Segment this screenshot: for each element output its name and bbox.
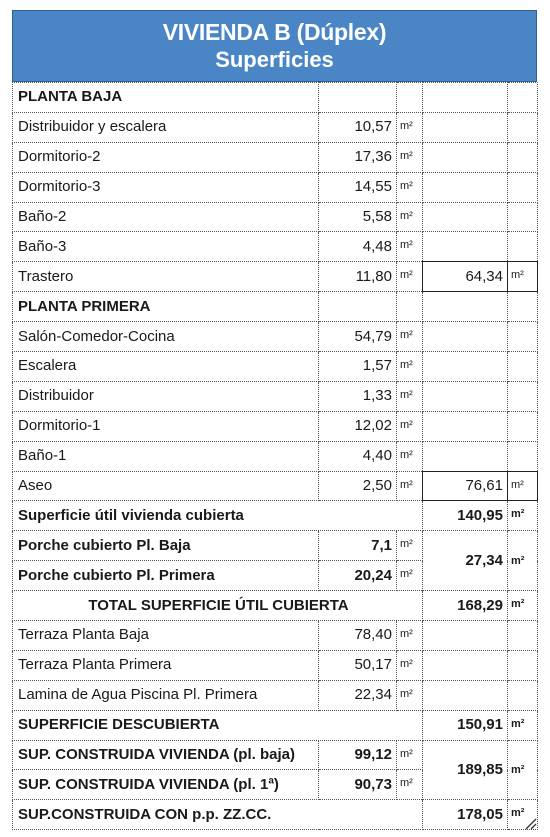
area-value[interactable]: 50,17 bbox=[319, 650, 397, 680]
table-row bbox=[13, 501, 538, 531]
room-label[interactable]: Dormitorio-3 bbox=[13, 172, 319, 202]
empty-cell[interactable] bbox=[423, 650, 508, 680]
empty-cell[interactable] bbox=[423, 172, 508, 202]
area-unit[interactable]: m² bbox=[397, 112, 423, 142]
empty-cell[interactable] bbox=[508, 680, 538, 710]
summary-unit[interactable]: m² bbox=[508, 501, 538, 531]
room-label[interactable]: Distribuidor y escalera bbox=[13, 112, 319, 142]
room-label[interactable]: Baño-3 bbox=[13, 232, 319, 262]
area-value[interactable]: 99,12 bbox=[319, 740, 397, 770]
table-row bbox=[13, 112, 538, 142]
area-value[interactable]: 1,33 bbox=[319, 381, 397, 411]
spreadsheet-sheet bbox=[12, 10, 537, 830]
summary-label[interactable]: SUP.CONSTRUIDA CON p.p. ZZ.CC. bbox=[13, 800, 423, 830]
subtotal-value[interactable]: 64,34 bbox=[423, 262, 508, 292]
table-row bbox=[13, 202, 538, 232]
table-row bbox=[13, 381, 538, 411]
empty-cell[interactable] bbox=[423, 83, 508, 113]
empty-cell[interactable] bbox=[508, 650, 538, 680]
empty-cell[interactable] bbox=[423, 322, 508, 352]
summary-total[interactable]: 150,91 bbox=[423, 710, 508, 740]
section-heading[interactable]: PLANTA BAJA bbox=[13, 83, 319, 113]
room-label[interactable]: Baño-2 bbox=[13, 202, 319, 232]
room-label[interactable]: Lamina de Agua Piscina Pl. Primera bbox=[13, 680, 319, 710]
section-heading[interactable]: PLANTA PRIMERA bbox=[13, 292, 319, 322]
table-row bbox=[13, 650, 538, 680]
table-row bbox=[13, 262, 538, 292]
pair-total-unit[interactable]: m² bbox=[508, 531, 538, 591]
area-unit[interactable]: m² bbox=[397, 352, 423, 382]
room-label[interactable]: Trastero bbox=[13, 262, 319, 292]
room-label[interactable]: Baño-1 bbox=[13, 441, 319, 471]
empty-cell[interactable] bbox=[508, 112, 538, 142]
area-unit[interactable]: m² bbox=[397, 172, 423, 202]
table-row bbox=[13, 800, 538, 830]
area-unit[interactable]: m² bbox=[397, 531, 423, 561]
table-row bbox=[13, 142, 538, 172]
room-label[interactable]: Salón-Comedor-Cocina bbox=[13, 322, 319, 352]
empty-cell[interactable] bbox=[319, 292, 397, 322]
empty-cell[interactable] bbox=[423, 680, 508, 710]
pair-total[interactable]: 189,85 bbox=[423, 740, 508, 800]
summary-total[interactable]: 168,29 bbox=[423, 591, 508, 621]
room-label[interactable]: Dormitorio-2 bbox=[13, 142, 319, 172]
empty-cell[interactable] bbox=[319, 83, 397, 113]
area-unit[interactable]: m² bbox=[397, 561, 423, 591]
resize-handle-icon[interactable] bbox=[523, 816, 537, 830]
table-row bbox=[13, 352, 538, 382]
area-value[interactable]: 17,36 bbox=[319, 142, 397, 172]
table-row bbox=[13, 710, 538, 740]
item-label[interactable]: SUP. CONSTRUIDA VIVIENDA (pl. 1ª) bbox=[13, 770, 319, 800]
area-unit[interactable]: m² bbox=[397, 680, 423, 710]
summary-total[interactable]: 140,95 bbox=[423, 501, 508, 531]
pair-total[interactable]: 27,34 bbox=[423, 531, 508, 591]
subtotal-unit[interactable]: m² bbox=[508, 471, 538, 501]
area-value[interactable]: 2,50 bbox=[319, 471, 397, 501]
summary-unit[interactable]: m² bbox=[508, 591, 538, 621]
subtotal-value[interactable]: 76,61 bbox=[423, 471, 508, 501]
sheet-title: VIVIENDA B (Dúplex) bbox=[162, 19, 387, 45]
empty-cell[interactable] bbox=[508, 381, 538, 411]
table-row bbox=[13, 411, 538, 441]
area-unit[interactable]: m² bbox=[397, 411, 423, 441]
area-value[interactable]: 5,58 bbox=[319, 202, 397, 232]
empty-cell[interactable] bbox=[508, 83, 538, 113]
empty-cell[interactable] bbox=[508, 322, 538, 352]
table-row bbox=[13, 531, 538, 561]
area-value[interactable]: 7,1 bbox=[319, 531, 397, 561]
summary-unit[interactable]: m² bbox=[508, 710, 538, 740]
empty-cell[interactable] bbox=[423, 441, 508, 471]
empty-cell[interactable] bbox=[508, 172, 538, 202]
empty-cell[interactable] bbox=[423, 381, 508, 411]
table-row bbox=[13, 621, 538, 651]
empty-cell[interactable] bbox=[508, 142, 538, 172]
empty-cell[interactable] bbox=[423, 411, 508, 441]
area-value[interactable]: 22,34 bbox=[319, 680, 397, 710]
area-unit[interactable]: m² bbox=[397, 650, 423, 680]
empty-cell[interactable] bbox=[423, 352, 508, 382]
empty-cell[interactable] bbox=[508, 352, 538, 382]
area-unit[interactable]: m² bbox=[397, 381, 423, 411]
area-value[interactable]: 4,48 bbox=[319, 232, 397, 262]
room-label[interactable]: Terraza Planta Primera bbox=[13, 650, 319, 680]
empty-cell[interactable] bbox=[423, 292, 508, 322]
area-unit[interactable]: m² bbox=[397, 441, 423, 471]
empty-cell[interactable] bbox=[508, 441, 538, 471]
area-value[interactable]: 12,02 bbox=[319, 411, 397, 441]
room-label[interactable]: Distribuidor bbox=[13, 381, 319, 411]
table-row bbox=[13, 680, 538, 710]
area-value[interactable]: 4,40 bbox=[319, 441, 397, 471]
table-row bbox=[13, 322, 538, 352]
table-row bbox=[13, 471, 538, 501]
room-label[interactable]: Aseo bbox=[13, 471, 319, 501]
empty-cell[interactable] bbox=[423, 142, 508, 172]
summary-label[interactable]: Superficie útil vivienda cubierta bbox=[13, 501, 423, 531]
area-value[interactable]: 78,40 bbox=[319, 621, 397, 651]
room-label[interactable]: Escalera bbox=[13, 352, 319, 382]
surfaces-table bbox=[12, 82, 538, 830]
area-value[interactable]: 54,79 bbox=[319, 322, 397, 352]
subtotal-unit[interactable]: m² bbox=[508, 262, 538, 292]
empty-cell[interactable] bbox=[508, 411, 538, 441]
sheet-header bbox=[12, 10, 537, 82]
area-unit[interactable]: m² bbox=[397, 740, 423, 770]
area-value[interactable]: 11,80 bbox=[319, 262, 397, 292]
area-unit[interactable]: m² bbox=[397, 142, 423, 172]
room-label[interactable]: Dormitorio-1 bbox=[13, 411, 319, 441]
table-row bbox=[13, 740, 538, 770]
empty-cell[interactable] bbox=[397, 292, 423, 322]
area-unit[interactable]: m² bbox=[397, 322, 423, 352]
summary-label[interactable]: SUPERFICIE DESCUBIERTA bbox=[13, 710, 423, 740]
table-row bbox=[13, 591, 538, 621]
empty-cell[interactable] bbox=[508, 202, 538, 232]
empty-cell[interactable] bbox=[423, 202, 508, 232]
area-value[interactable]: 10,57 bbox=[319, 112, 397, 142]
table-row bbox=[13, 83, 538, 113]
area-unit[interactable]: m² bbox=[397, 232, 423, 262]
area-value[interactable]: 90,73 bbox=[319, 770, 397, 800]
area-unit[interactable]: m² bbox=[397, 770, 423, 800]
area-unit[interactable]: m² bbox=[397, 202, 423, 232]
room-label[interactable]: Terraza Planta Baja bbox=[13, 621, 319, 651]
area-unit[interactable]: m² bbox=[397, 621, 423, 651]
table-row bbox=[13, 441, 538, 471]
item-label[interactable]: Porche cubierto Pl. Primera bbox=[13, 561, 319, 591]
empty-cell[interactable] bbox=[508, 621, 538, 651]
pair-total-unit[interactable]: m² bbox=[508, 740, 538, 800]
summary-total[interactable]: 178,05 bbox=[423, 800, 508, 830]
item-label[interactable]: SUP. CONSTRUIDA VIVIENDA (pl. baja) bbox=[13, 740, 319, 770]
item-label[interactable]: Porche cubierto Pl. Baja bbox=[13, 531, 319, 561]
area-value[interactable]: 20,24 bbox=[319, 561, 397, 591]
area-value[interactable]: 1,57 bbox=[319, 352, 397, 382]
table-row bbox=[13, 292, 538, 322]
empty-cell[interactable] bbox=[423, 621, 508, 651]
area-unit[interactable]: m² bbox=[397, 262, 423, 292]
empty-cell[interactable] bbox=[508, 232, 538, 262]
empty-cell[interactable] bbox=[423, 232, 508, 262]
table-row bbox=[13, 232, 538, 262]
empty-cell[interactable] bbox=[508, 292, 538, 322]
empty-cell[interactable] bbox=[423, 112, 508, 142]
empty-cell[interactable] bbox=[397, 83, 423, 113]
sheet-subtitle: Superficies bbox=[215, 47, 334, 72]
summary-unit[interactable]: m² bbox=[508, 800, 538, 830]
summary-label[interactable]: TOTAL SUPERFICIE ÚTIL CUBIERTA bbox=[13, 591, 423, 621]
area-unit[interactable]: m² bbox=[397, 471, 423, 501]
area-value[interactable]: 14,55 bbox=[319, 172, 397, 202]
table-row bbox=[13, 172, 538, 202]
